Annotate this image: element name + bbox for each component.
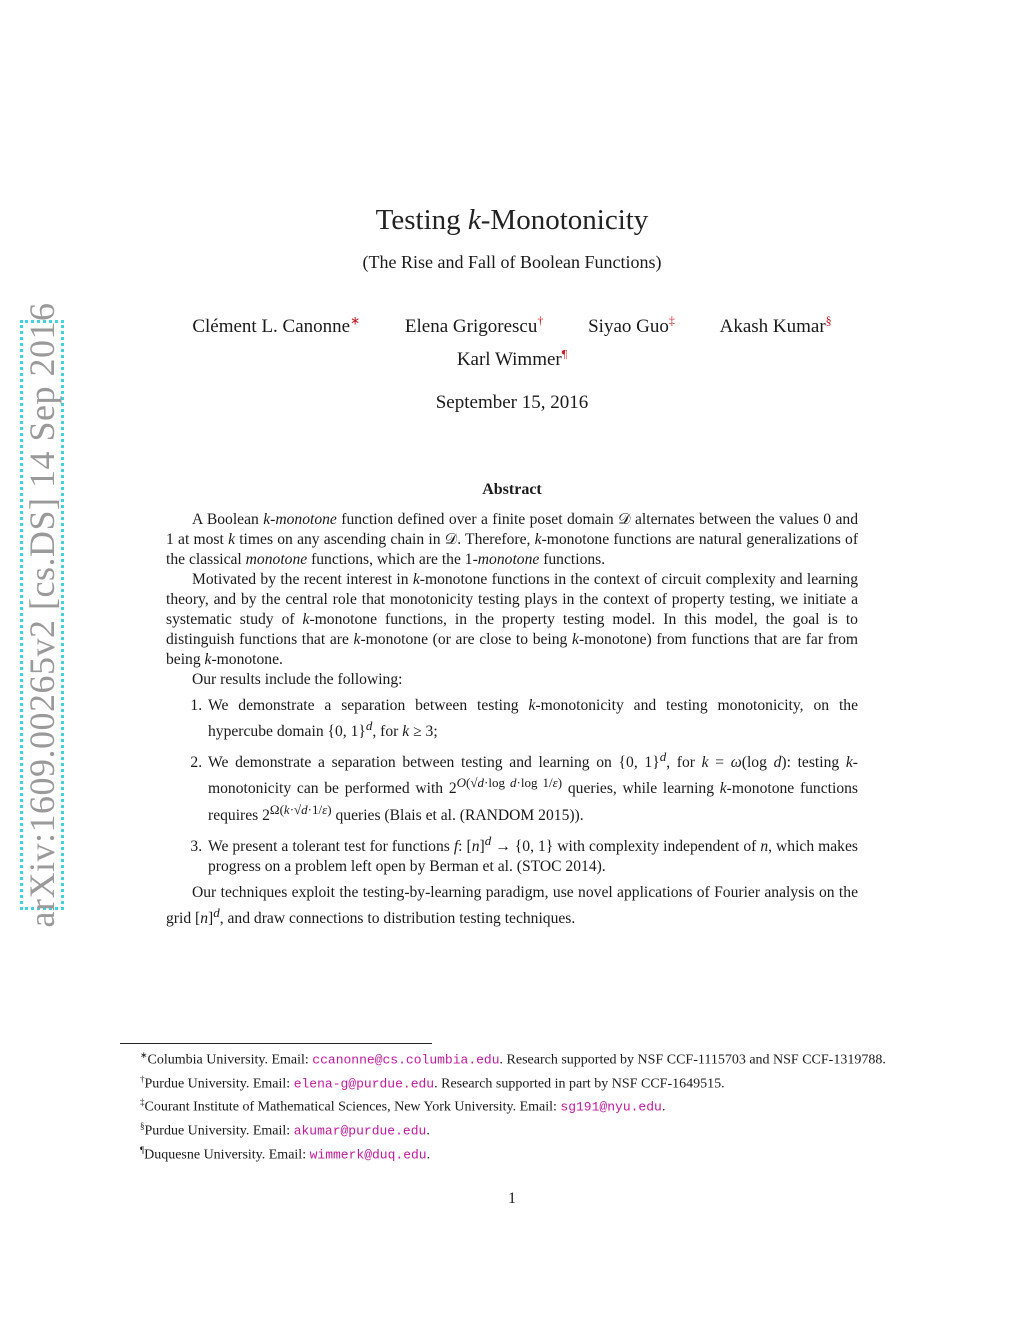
author-name: Karl Wimmer xyxy=(456,349,562,371)
paper-date: September 15, 2016 xyxy=(435,392,589,413)
footnote xyxy=(120,1093,904,1117)
abstract-paragraph: Motivated by the recent interest in k-monotone functions in the context of circuit complexity and learning theory, and by the central role that monotonicity testing plays in the context of property testing, we initiate a systematic study of k-monotone functions, in the property testing model. In this model, the goal is to distinguish functions that are k-monotone (or are close to being k-monotone) from functions that are far from being k-monotone. xyxy=(166,571,859,668)
author xyxy=(588,316,675,337)
result-item: 2. We demonstrate a separation between testing and learning on {0, 1}$^d$, for k = ω(log d): testing k-monotonicity can be performed with $2^{O(√d\cdot log d\cdot log 1/\varepsilon)}$ queries, while learning k-monotone functions requires $2^{\Omega(k\cdot√d\cdot 1/\varepsilon)}$ queries (Blais et al. (RANDOM 2015)). xyxy=(206,747,858,826)
author-name: Clément L. Canonne xyxy=(192,316,351,338)
paper-title xyxy=(0,204,1024,237)
email-link[interactable]: akumar@purdue.edu xyxy=(293,1123,427,1139)
footnote-text: Duquesne University. Email: xyxy=(144,1147,310,1163)
abstract-heading: Abstract xyxy=(482,481,542,498)
footnote-text: Columbia University. Email: xyxy=(147,1052,313,1068)
author-footnote-mark[interactable]: § xyxy=(825,314,832,328)
footnote xyxy=(120,1141,904,1165)
author-footnote-mark[interactable]: † xyxy=(537,314,544,328)
abstract-paragraph: Our techniques exploit the testing-by-learning paradigm, use novel applications of Fourier analysis on the grid $[n]^d$, and draw connections to distribution testing techniques. xyxy=(166,883,858,928)
footnote-text: . Research supported by NSF CCF-1115703 and NSF CCF-1319788. xyxy=(499,1052,886,1068)
footnote xyxy=(120,1117,904,1141)
paper-subtitle: (The Rise and Fall of Boolean Functions) xyxy=(362,252,662,272)
title-variable: k xyxy=(467,204,481,236)
footnote-text: . xyxy=(426,1147,431,1163)
footnote-mark: § xyxy=(140,1120,145,1131)
author-name: Akash Kumar xyxy=(719,316,826,338)
footnote xyxy=(120,1046,904,1070)
email-link[interactable]: elena-g@purdue.edu xyxy=(293,1076,435,1092)
title-prefix: Testing xyxy=(375,204,468,236)
footnote-text: Courant Institute of Mathematical Sciences, New York University. Email: xyxy=(144,1099,561,1115)
author-list xyxy=(0,314,1024,338)
abstract-body xyxy=(166,510,858,929)
email-link[interactable]: ccanonne@cs.columbia.edu xyxy=(312,1052,500,1068)
footnote-text: . xyxy=(661,1099,666,1115)
footnote xyxy=(120,1070,904,1094)
abstract-paragraph: Our results include the following: xyxy=(192,671,403,688)
footnotes xyxy=(120,1046,904,1164)
footnote-mark: ∗ xyxy=(140,1050,148,1060)
email-link[interactable]: sg191@nyu.edu xyxy=(560,1099,662,1115)
author-footnote-mark[interactable]: ¶ xyxy=(561,347,568,361)
author xyxy=(720,316,832,337)
author-footnote-mark[interactable]: ∗ xyxy=(350,314,361,328)
abstract-paragraph: A Boolean k-monotone function defined over a finite poset domain 𝒟 alternates between the values 0 and 1 at most k times on any ascending chain in 𝒟. Therefore, k-monotone functions are natural generalizations of the classical monotone functions, which are the 1-monotone functions. xyxy=(166,511,859,568)
footnote-divider xyxy=(120,1043,432,1044)
footnote-text: Purdue University. Email: xyxy=(144,1076,294,1092)
footnote-text: Purdue University. Email: xyxy=(144,1123,294,1139)
footnote-mark: ‡ xyxy=(140,1097,145,1108)
author-footnote-mark[interactable]: ‡ xyxy=(668,314,675,328)
footnote-text: . xyxy=(426,1123,430,1139)
author xyxy=(405,316,543,337)
results-list xyxy=(166,696,858,877)
author-list-row2 xyxy=(0,347,1024,371)
footnote-mark: ¶ xyxy=(140,1144,145,1155)
page-number: 1 xyxy=(508,1190,516,1207)
author xyxy=(457,349,567,370)
footnote-text: . Research supported in part by NSF CCF-1649515. xyxy=(434,1076,725,1092)
email-link[interactable]: wimmerk@duq.edu xyxy=(309,1147,427,1163)
author-name: Siyao Guo xyxy=(588,316,669,338)
arxiv-stamp-text: arXiv:1609.00265v2 [cs.DS] 14 Sep 2016 xyxy=(22,302,62,928)
author-name: Elena Grigorescu xyxy=(404,316,538,338)
result-item: 1. We demonstrate a separation between testing k-monotonicity and testing monotonicity, on the hypercube domain {0, 1}$^d$, for k ≥ 3; xyxy=(206,696,858,742)
result-item: 3. We present a tolerant test for functions f: $[n]^d \to \{0$, 1} with complexity independent of n, which makes progress on a problem left open by Berman et al. (STOC 2014). xyxy=(206,831,858,877)
author xyxy=(192,316,360,337)
footnote-mark: † xyxy=(140,1073,145,1084)
title-suffix: -Monotonicity xyxy=(480,204,649,236)
